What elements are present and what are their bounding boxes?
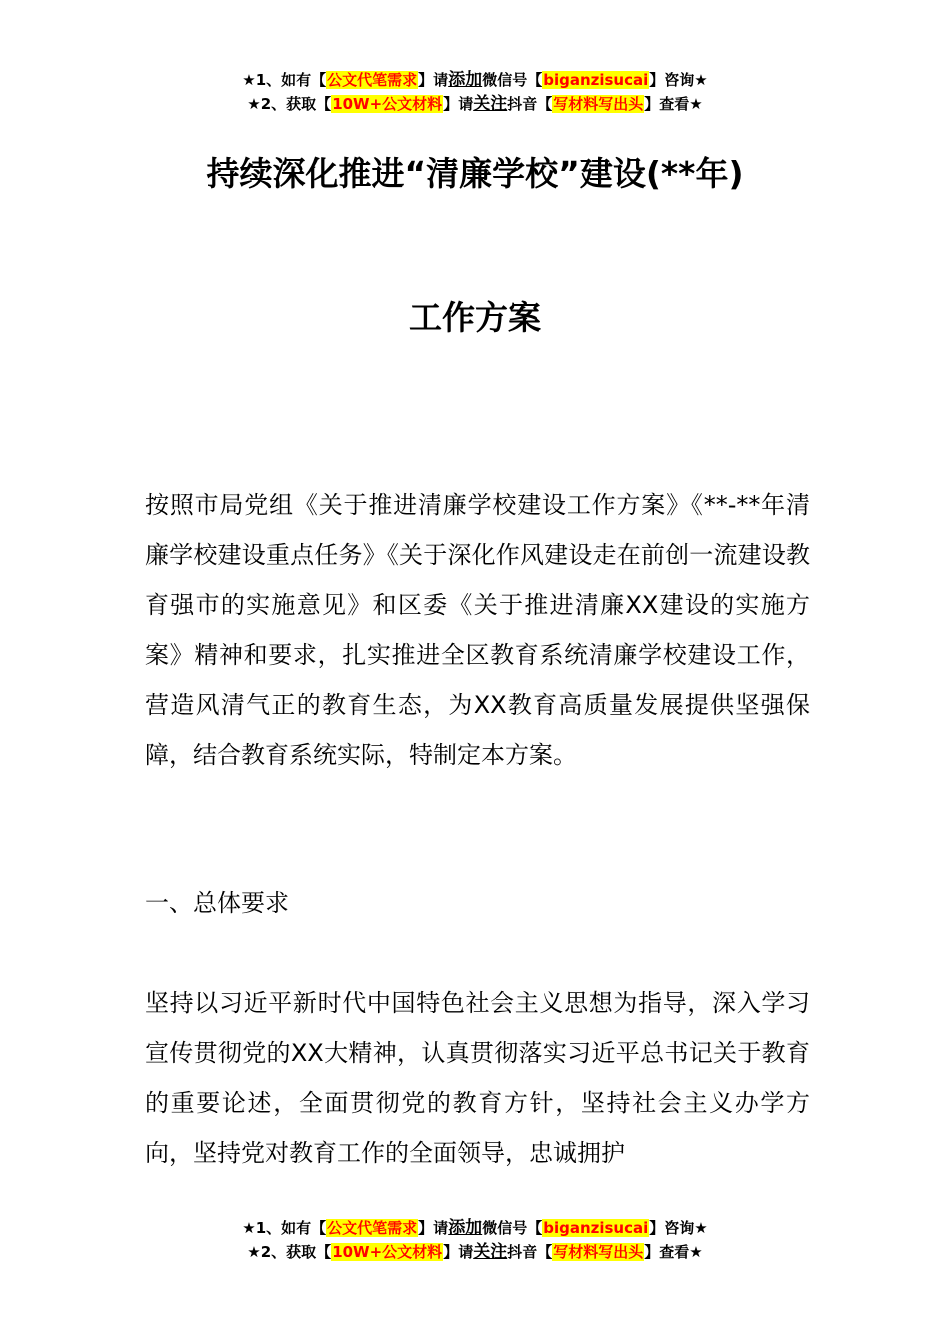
banner-text: ★2、获取【 xyxy=(247,95,332,113)
banner-line-1 xyxy=(0,68,950,92)
banner-text: 抖音【 xyxy=(507,95,553,113)
banner-text: 】咨询★ xyxy=(649,71,708,89)
banner-emphasis: 添加 xyxy=(448,1218,483,1238)
banner-text: 】请 xyxy=(418,71,449,89)
banner-highlight: 公文代笔需求 xyxy=(327,1219,418,1237)
banner-text: ★1、如有【 xyxy=(242,71,327,89)
banner-text: 微信号【 xyxy=(482,1219,543,1237)
banner-text: 】请 xyxy=(443,95,474,113)
banner-line-2 xyxy=(0,1240,950,1264)
banner-text: 】请 xyxy=(443,1243,474,1261)
banner-text: ★2、获取【 xyxy=(247,1243,332,1261)
document-subtitle: 工作方案 xyxy=(409,298,541,337)
banner-text: 】查看★ xyxy=(644,1243,703,1261)
banner-text: ★1、如有【 xyxy=(242,1219,327,1237)
banner-highlight: 公文代笔需求 xyxy=(327,71,418,89)
banner-text: 】咨询★ xyxy=(649,1219,708,1237)
section-paragraph: 坚持以习近平新时代中国特色社会主义思想为指导，深入学习宣传贯彻党的XX大精神，认真贯彻落实习近平总书记关于教育的重要论述，全面贯彻党的教育方针，坚持社会主义办学方向，坚持党对教育工作的全面领导，忠诚拥护 xyxy=(145,989,810,1167)
banner-text: 】请 xyxy=(418,1219,449,1237)
header-banner xyxy=(0,68,950,116)
banner-text: 】查看★ xyxy=(644,95,703,113)
banner-text: 微信号【 xyxy=(482,71,543,89)
document-title: 持续深化推进“清廉学校”建设(**年) xyxy=(206,154,744,193)
banner-highlight: 10W+公文材料 xyxy=(332,95,443,113)
section-heading: 一、总体要求 xyxy=(145,889,289,917)
banner-line-2 xyxy=(0,92,950,116)
banner-highlight: 写材料写出头 xyxy=(553,1243,644,1261)
intro-paragraph: 按照市局党组《关于推进清廉学校建设工作方案》《**-**年清廉学校建设重点任务》《关于深化作风建设走在前创一流建设教育强市的实施意见》和区委《关于推进清廉XX建设的实施方案》精神和要求，扎实推进全区教育系统清廉学校建设工作，营造风清气正的教育生态，为XX教育高质量发展提供坚强保障，结合教育系统实际，特制定本方案。 xyxy=(145,491,810,769)
banner-highlight: 10W+公文材料 xyxy=(332,1243,443,1261)
banner-text: 抖音【 xyxy=(507,1243,553,1261)
banner-highlight: 写材料写出头 xyxy=(553,95,644,113)
banner-emphasis: 关注 xyxy=(473,1242,508,1262)
banner-emphasis: 关注 xyxy=(473,94,508,114)
banner-line-1 xyxy=(0,1216,950,1240)
footer-banner xyxy=(0,1216,950,1264)
banner-highlight: biganzisucai xyxy=(543,71,649,89)
banner-emphasis: 添加 xyxy=(448,70,483,90)
banner-highlight: biganzisucai xyxy=(543,1219,649,1237)
